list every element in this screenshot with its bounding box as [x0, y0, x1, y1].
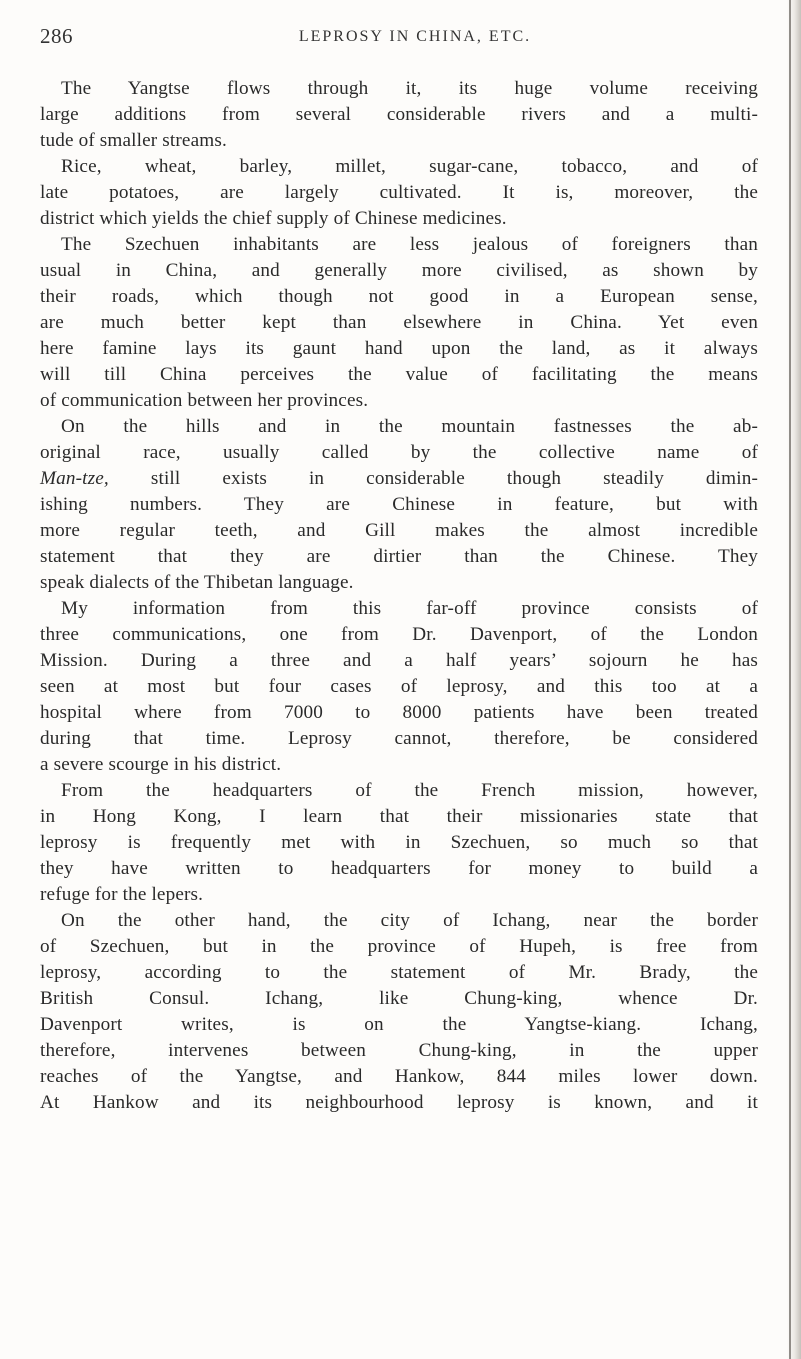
text-line: district which yields the chief supply of Chinese medicines.: [40, 208, 507, 229]
text-line: leprosy, according to the statement of Mr. Brady, the: [40, 962, 758, 983]
text-line: they have written to headquarters for money to build a: [40, 858, 758, 879]
text-line: Davenport writes, is on the Yangtse-kiang. Ichang,: [40, 1014, 758, 1035]
text-line: The Yangtse flows through it, its huge volume receiving: [61, 78, 758, 99]
body-text: [40, 76, 758, 1116]
text-line: ishing numbers. They are Chinese in feature, but with: [40, 494, 758, 515]
text-run: still exists in considerable though steadily dimin-: [108, 468, 758, 489]
text-line: in Hong Kong, I learn that their missionaries state that: [40, 806, 758, 827]
text-line: usual in China, and generally more civilised, as shown by: [40, 260, 758, 281]
text-line: speak dialects of the Thibetan language.: [40, 572, 354, 593]
text-line: On the hills and in the mountain fastnesses the ab-: [61, 416, 758, 437]
text-line: [40, 466, 758, 492]
text-line: their roads, which though not good in a European sense,: [40, 286, 758, 307]
page-header: [40, 24, 750, 54]
text-line: statement that they are dirtier than the Chinese. They: [40, 546, 758, 567]
text-line: of communication between her provinces.: [40, 390, 369, 411]
text-line: original race, usually called by the collective name of: [40, 442, 758, 463]
text-line: On the other hand, the city of Ichang, near the border: [61, 910, 758, 931]
text-line: refuge for the lepers.: [40, 884, 204, 905]
text-line: late potatoes, are largely cultivated. It is, moreover, the: [40, 182, 758, 203]
text-line: hospital where from 7000 to 8000 patients have been treated: [40, 702, 758, 723]
italic-term: Man-tze,: [40, 468, 109, 489]
text-line: seen at most but four cases of leprosy, and this too at a: [40, 676, 758, 697]
text-line: British Consul. Ichang, like Chung-king, whence Dr.: [40, 988, 758, 1009]
text-line: therefore, intervenes between Chung-king, in the upper: [40, 1040, 758, 1061]
text-line: leprosy is frequently met with in Szechuen, so much so that: [40, 832, 758, 853]
text-line: are much better kept than elsewhere in China. Yet even: [40, 312, 758, 333]
text-line: reaches of the Yangtse, and Hankow, 844 miles lower down.: [40, 1066, 758, 1087]
text-line: large additions from several considerable rivers and a multi-: [40, 104, 758, 125]
text-line: during that time. Leprosy cannot, therefore, be considered: [40, 728, 758, 749]
text-line: here famine lays its gaunt hand upon the land, as it always: [40, 338, 758, 359]
text-line: Rice, wheat, barley, millet, sugar-cane, tobacco, and of: [61, 156, 758, 177]
text-line: The Szechuen inhabitants are less jealous of foreigners than: [61, 234, 758, 255]
text-line: more regular teeth, and Gill makes the almost incredible: [40, 520, 758, 541]
page-edge-line: [789, 0, 791, 1359]
text-line: a severe scourge in his district.: [40, 754, 282, 775]
page-number: 286: [40, 24, 73, 48]
running-head: LEPROSY IN CHINA, ETC.: [298, 28, 532, 45]
text-line: Mission. During a three and a half years’ sojourn he has: [40, 650, 758, 671]
text-line: tude of smaller streams.: [40, 130, 227, 151]
text-line: My information from this far-off province consists of: [61, 598, 758, 619]
text-line: At Hankow and its neighbourhood leprosy is known, and it: [40, 1092, 758, 1113]
text-line: three communications, one from Dr. Davenport, of the London: [40, 624, 758, 645]
text-line: From the headquarters of the French mission, however,: [61, 780, 758, 801]
text-line: will till China perceives the value of facilitating the means: [40, 364, 758, 385]
text-line: of Szechuen, but in the province of Hupeh, is free from: [40, 936, 758, 957]
